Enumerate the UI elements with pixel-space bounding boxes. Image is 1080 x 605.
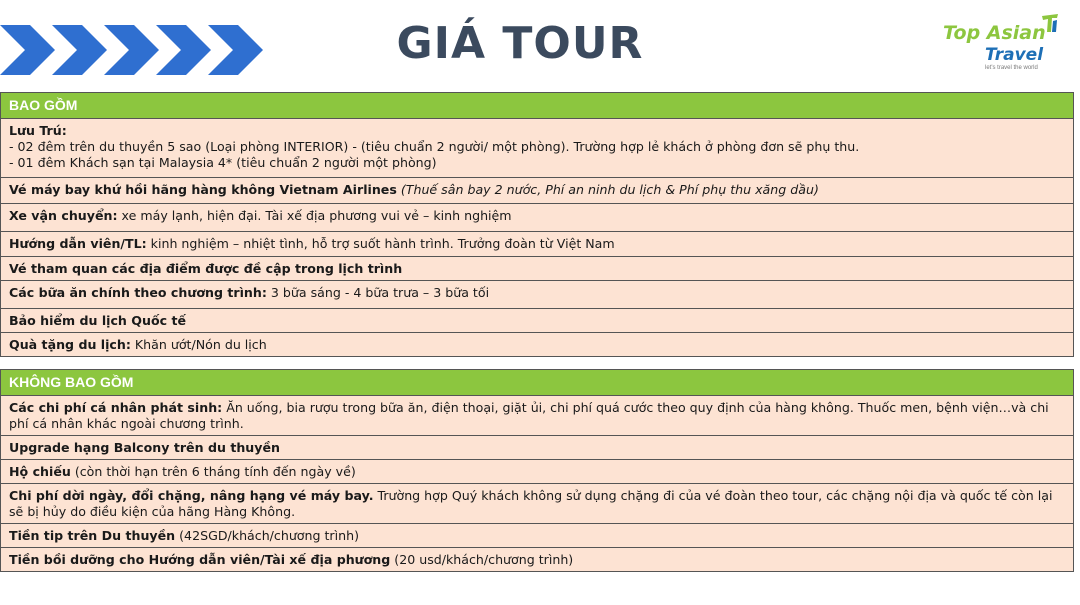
included-row-flight: Vé máy bay khứ hồi hãng hàng không Vietnam Airlines (Thuế sân bay 2 nước, Phí an ninh du lịch & Phí phụ thu xăng dầu) <box>0 178 1074 204</box>
included-row-insurance: Bảo hiểm du lịch Quốc tế <box>0 309 1074 333</box>
excluded-row-guide-tip: Tiền bồi dưỡng cho Hướng dẫn viên/Tài xế địa phương (20 usd/khách/chương trình) <box>0 548 1074 572</box>
section-heading-excluded: KHÔNG BAO GỒM <box>0 369 1074 396</box>
included-row-meals: Các bữa ăn chính theo chương trình: 3 bữa sáng - 4 bữa trưa – 3 bữa tối <box>0 281 1074 309</box>
excluded-row-balcony-upgrade: Upgrade hạng Balcony trên du thuyền <box>0 436 1074 460</box>
logo-text-travel: Travel <box>985 45 1044 65</box>
excluded-row-passport: Hộ chiếu (còn thời hạn trên 6 tháng tính đến ngày về) <box>0 460 1074 484</box>
excluded-row-flight-changes: Chi phí dời ngày, đổi chặng, nâng hạng vé máy bay. Trường hợp Quý khách không sử dụng chặng đi của vé đoàn theo tour, các chặng nội địa và quốc tế còn lại sẽ bị hủy do điều kiện của hãng Hàng Không. <box>0 484 1074 524</box>
included-row-transport: Xe vận chuyển: xe máy lạnh, hiện đại. Tài xế địa phương vui vẻ – kinh nghiệm <box>0 204 1074 232</box>
header <box>0 0 1080 92</box>
chevron-arrows-icon <box>0 25 270 75</box>
excluded-row-cruise-tip: Tiền tip trên Du thuyền (42SGD/khách/chương trình) <box>0 524 1074 548</box>
included-section <box>0 92 1074 357</box>
section-heading-included: BAO GỒM <box>0 92 1074 119</box>
excluded-row-personal-expenses: Các chi phí cá nhân phát sinh: Ăn uống, bia rượu trong bữa ăn, điện thoại, giặt ủi, chi phí quá cước theo quy định của hàng không. Thuốc men, bệnh viện…và chi phí cá nhân khác ngoài chương trình. <box>0 396 1074 436</box>
included-row-tickets: Vé tham quan các địa điểm được đề cập trong lịch trình <box>0 257 1074 281</box>
included-row-guide: Hướng dẫn viên/TL: kinh nghiệm – nhiệt tình, hỗ trợ suốt hành trình. Trưởng đoàn từ Việt Nam <box>0 232 1074 257</box>
logo-tagline: let's travel the world <box>985 65 1038 71</box>
company-logo <box>940 10 1065 74</box>
excluded-section <box>0 369 1074 572</box>
logo-text-top: Top Asian <box>943 22 1046 44</box>
included-row-gift: Quà tặng du lịch: Khăn ướt/Nón du lịch <box>0 333 1074 357</box>
page-title: GIÁ TOUR <box>396 18 644 69</box>
included-row-accommodation: Lưu Trú: - 02 đêm trên du thuyền 5 sao (Loại phòng INTERIOR) - (tiêu chuẩn 2 người/ một phòng). Trường hợp lẻ khách ở phòng đơn sẽ phụ thu. - 01 đêm Khách sạn tại Malaysia 4* (tiêu chuẩn 2 người một phòng) <box>0 119 1074 178</box>
